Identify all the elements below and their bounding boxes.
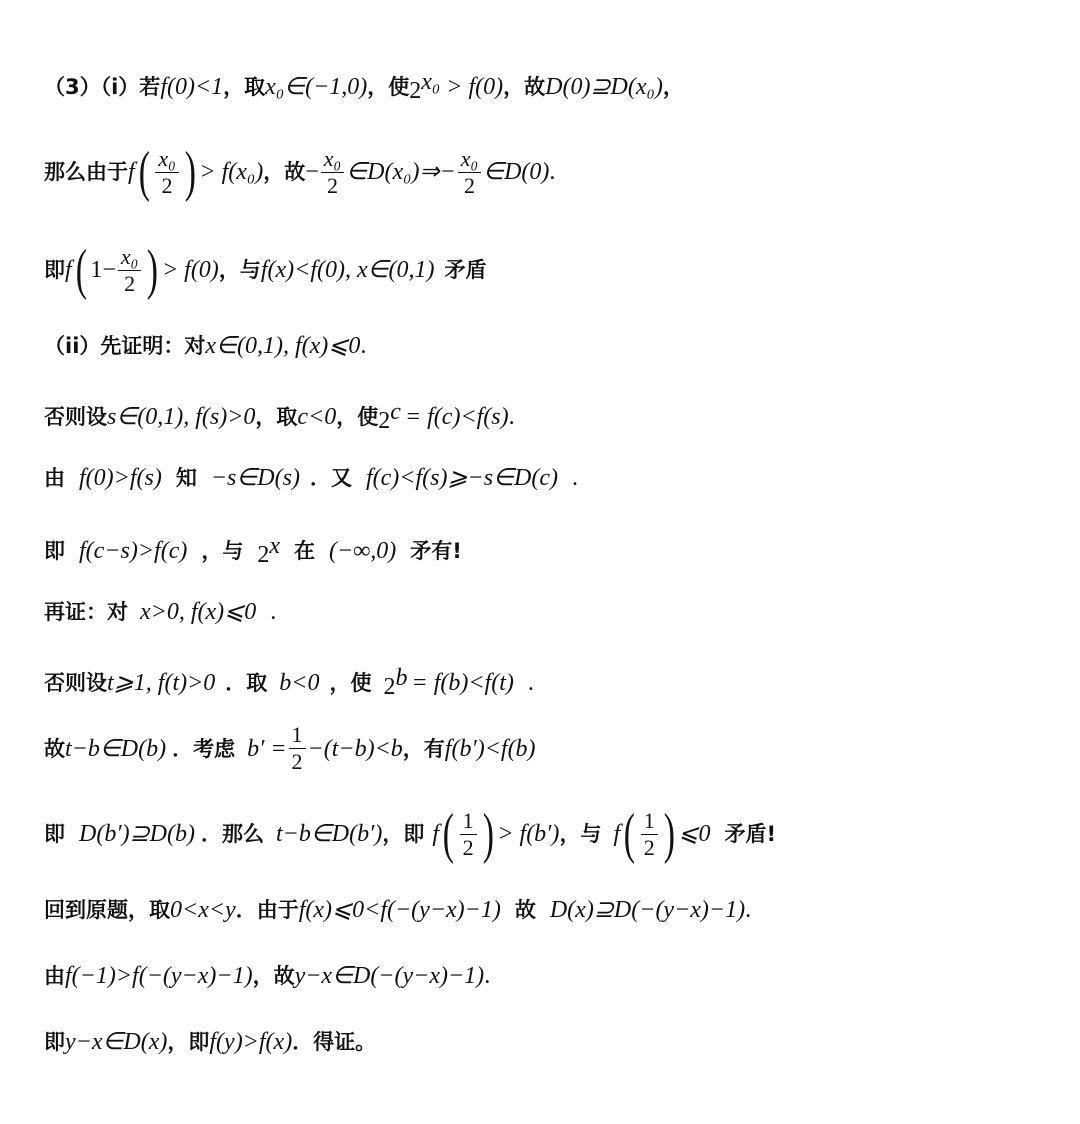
text: ，与 [201,538,244,563]
text: 否则设 [44,670,107,695]
text: 即 [44,1030,65,1054]
text: 由 [44,964,65,988]
proof-line-9 [44,658,1050,707]
text: ．得证。 [292,1030,377,1054]
fraction: $\frac{\text{x₀}}{2}$ [155,146,178,199]
math: D(0)⊇D(x₀) [545,73,663,100]
math: . [508,403,515,430]
math: D(x)⊇D(−(y−x)−1) [549,897,746,923]
math: > f(b′) [497,821,560,847]
math: $2^{x_0}$ [409,69,441,104]
text: ．取 [225,670,268,695]
proof-line-5 [44,392,1050,441]
math: t−b∈D(b) [65,735,167,762]
text: ，即 [167,1030,210,1054]
math: 2$^b$ [383,665,408,700]
math: f(0)>f(s) [79,465,162,491]
math: 2$^x$ [257,533,280,568]
text: ，故 [263,160,306,184]
fraction: $\frac{\text{x₀}}{2}$ [458,146,481,199]
paren: ) [147,239,159,301]
math: s∈(0,1), f(s)>0 [107,403,256,430]
math: f(b′)<f(b) [444,735,536,762]
proof-line-3 [44,239,1050,301]
text: ，使 [367,74,410,99]
paren: ) [482,803,494,865]
math: −(t−b)<b [307,735,403,762]
text: ．又 [309,466,352,490]
text: （ii）先证明：对 [44,334,206,358]
math: . [549,159,556,185]
proof-line-4 [44,326,1050,366]
proof-line-11 [44,803,1050,865]
proof-line-14 [44,1022,1050,1062]
math: f [128,159,135,185]
math: 1− [90,257,116,283]
text: 否则设 [44,404,107,429]
proof-line-6 [44,458,1050,498]
paren: ( [138,141,150,203]
math: y−x∈D(−(y−x)−1) [294,963,485,989]
paren: ( [75,239,87,301]
math: D(b′)⊇D(b) [79,821,195,847]
text: ，故 [503,74,546,99]
math: x∈(0,1), f(x)⩽0 [205,333,361,359]
text: ，与 [218,258,261,282]
text: 故 [514,898,536,922]
math: − [305,159,319,185]
math: . [745,897,752,923]
math: 2$^c$ [378,399,401,434]
fraction: $\frac{1}{2}$ [460,808,477,861]
paren: ) [663,803,675,865]
proof-line-10 [44,722,1050,775]
proof-line-1 [44,62,1050,111]
math: t−b∈D(b′) [276,821,383,847]
text: ，故 [252,964,295,988]
math: . [484,963,491,989]
math: = f(c)<f(s) [404,403,509,430]
math: f(0)<1 [160,73,224,100]
text: 即 [44,822,65,846]
math: 0<x<y [170,897,236,923]
math: f(y)>f(x) [209,1029,293,1055]
proof-line-7 [44,526,1050,575]
text: 即 [44,258,65,282]
math: y−x∈D(x) [65,1029,168,1055]
text: 那么由于 [44,160,128,184]
proof-line-12 [44,890,1050,930]
text: 即 [44,538,65,563]
math: f(x)<f(0), x∈(0,1) [260,257,435,283]
text: 矛有! [410,538,462,563]
math: c<0 [297,403,337,430]
math: . [527,669,534,696]
math: −s∈D(s) [210,465,300,491]
proof-line-8 [44,592,1050,632]
text: ．考虑 [172,736,236,761]
text: ．由于 [235,898,299,922]
paren: ( [442,803,454,865]
math: ∈D(0) [483,159,550,185]
text: ，使 [336,404,379,429]
math: > f(0) [446,73,504,100]
math: x₀∈(−1,0) [265,73,368,100]
text: 故 [44,736,65,761]
math: x>0, f(x)⩽0 [140,599,257,625]
text: 矛盾! [724,822,777,846]
text: ，取 [223,74,266,99]
math: f [432,821,440,847]
proof-line-2 [44,141,1050,203]
math: . [571,465,578,491]
text: ，有 [402,736,445,761]
text: 再证：对 [44,600,128,624]
text: 知 [175,466,197,490]
math: > f(x₀) [199,159,264,185]
math: > f(0) [161,257,219,283]
paren: ) [184,141,196,203]
math: (−∞,0) [329,537,397,564]
paren: ( [623,803,636,865]
math: f(c−s)>f(c) [79,537,188,564]
math: f [613,821,621,847]
fraction: $\frac{1}{2}$ [289,722,306,775]
text: ．那么 [201,822,264,846]
math: ∈D(x₀)⇒− [346,159,456,185]
text: 由 [44,466,65,490]
text: 矛盾 [444,258,487,282]
text: ，即 [382,822,425,846]
math: f [65,257,72,283]
text: ， [662,74,684,99]
math: b′ = [247,735,287,762]
fraction: $\frac{1}{2}$ [641,808,658,861]
text: ，与 [559,822,602,846]
math: f(x)⩽0<f(−(y−x)−1) [298,897,501,923]
math: . [360,333,367,359]
text: 回到原题，取 [44,898,170,922]
math: t⩾1, f(t)>0 [107,669,216,696]
text: （3）（i）若 [44,74,161,99]
fraction: $\frac{\text{x₀}}{2}$ [118,244,141,297]
math: ⩽0 [678,821,711,847]
math: f(−1)>f(−(y−x)−1) [65,963,253,989]
proof-line-13 [44,956,1050,996]
text: 在 [294,538,315,563]
fraction: $\frac{\text{x₀}}{2}$ [321,146,344,199]
math: b<0 [279,669,320,696]
math: = f(b)<f(t) [411,669,514,696]
text: ，取 [255,404,298,429]
math: . [270,599,277,625]
text: ，使 [329,670,372,695]
math: f(c)<f(s)⩾−s∈D(c) [365,465,558,491]
